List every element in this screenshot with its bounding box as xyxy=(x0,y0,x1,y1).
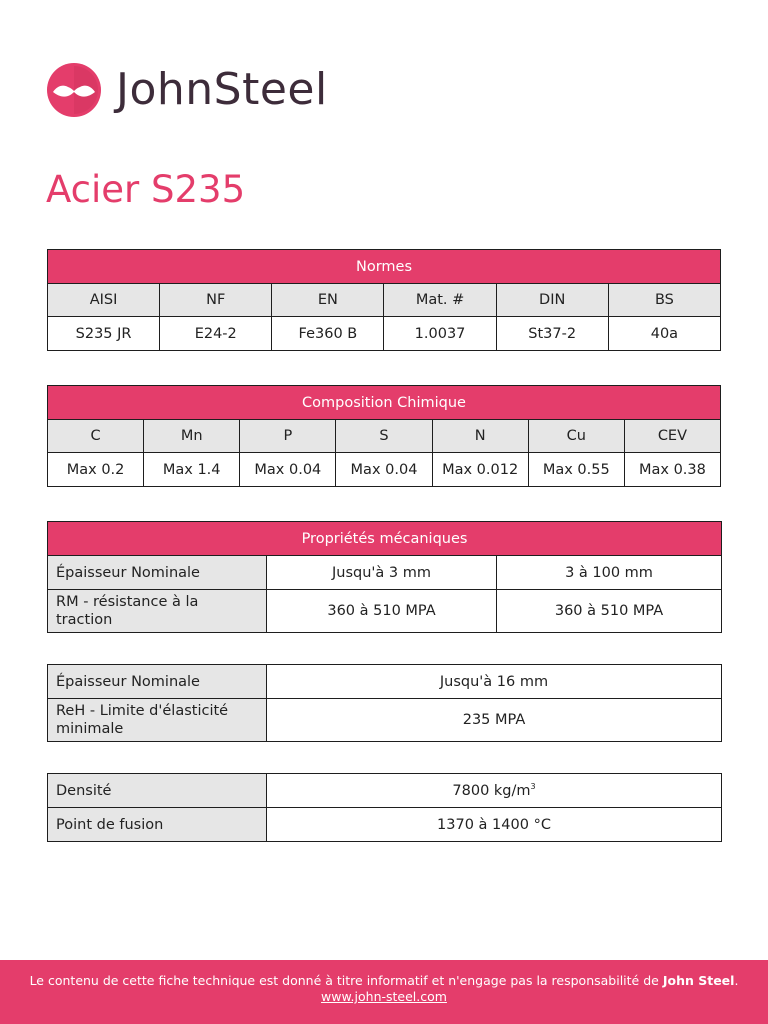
composition-col-s: S xyxy=(336,420,432,453)
mechanical-row-value: 3 à 100 mm xyxy=(497,556,722,590)
composition-val-cu: Max 0.55 xyxy=(528,453,624,487)
elasticity-table xyxy=(47,664,722,742)
mechanical-row-label: RM - résistance à la traction xyxy=(48,590,267,633)
normes-header: Normes xyxy=(48,250,721,284)
normes-val-nf: E24-2 xyxy=(160,317,272,351)
mechanical-row-value: 360 à 510 MPA xyxy=(497,590,722,633)
composition-col-mn: Mn xyxy=(144,420,240,453)
footer-disclaimer-text: Le contenu de cette fiche technique est donné à titre informatif et n'engage pas la responsabilité de xyxy=(29,973,663,988)
composition-val-cev: Max 0.38 xyxy=(624,453,720,487)
elasticity-row-label: Épaisseur Nominale xyxy=(48,665,267,699)
normes-col-nf: NF xyxy=(160,284,272,317)
composition-header: Composition Chimique xyxy=(48,386,721,420)
melting-point-label: Point de fusion xyxy=(48,808,267,842)
brand-name xyxy=(116,64,328,115)
footer-brand: John Steel xyxy=(662,973,735,988)
john-steel-logo xyxy=(46,62,328,118)
mustache-logo-icon xyxy=(46,62,102,118)
density-value-text: 7800 kg/m xyxy=(452,782,531,799)
normes-val-en: Fe360 B xyxy=(272,317,384,351)
elasticity-row-value: Jusqu'à 16 mm xyxy=(267,665,722,699)
composition-val-n: Max 0.012 xyxy=(432,453,528,487)
footer xyxy=(0,960,768,1024)
density-label: Densité xyxy=(48,774,267,808)
density-value xyxy=(267,774,722,808)
mechanical-row-value: 360 à 510 MPA xyxy=(267,590,497,633)
composition-val-mn: Max 1.4 xyxy=(144,453,240,487)
mechanical-row-value: Jusqu'à 3 mm xyxy=(267,556,497,590)
normes-val-din: St37-2 xyxy=(496,317,608,351)
page-title: Acier S235 xyxy=(46,168,246,211)
brand-name-part2: Steel xyxy=(213,64,328,115)
normes-col-mat: Mat. # xyxy=(384,284,496,317)
melting-point-value: 1370 à 1400 °C xyxy=(267,808,722,842)
physical-table xyxy=(47,773,722,842)
elasticity-row-value: 235 MPA xyxy=(267,699,722,742)
composition-val-s: Max 0.04 xyxy=(336,453,432,487)
mechanical-header: Propriétés mécaniques xyxy=(48,522,722,556)
normes-val-mat: 1.0037 xyxy=(384,317,496,351)
brand-name-part1: John xyxy=(116,64,214,115)
mechanical-row-label: Épaisseur Nominale xyxy=(48,556,267,590)
mechanical-table xyxy=(47,521,722,633)
density-unit-exponent: 3 xyxy=(530,782,536,792)
composition-val-c: Max 0.2 xyxy=(48,453,144,487)
composition-col-cu: Cu xyxy=(528,420,624,453)
composition-col-p: P xyxy=(240,420,336,453)
elasticity-row-label: ReH - Limite d'élasticité minimale xyxy=(48,699,267,742)
normes-col-din: DIN xyxy=(496,284,608,317)
normes-val-aisi: S235 JR xyxy=(48,317,160,351)
composition-col-c: C xyxy=(48,420,144,453)
normes-col-en: EN xyxy=(272,284,384,317)
normes-table xyxy=(47,249,721,351)
footer-period: . xyxy=(734,973,739,988)
composition-val-p: Max 0.04 xyxy=(240,453,336,487)
normes-col-aisi: AISI xyxy=(48,284,160,317)
composition-col-n: N xyxy=(432,420,528,453)
composition-table xyxy=(47,385,721,487)
footer-disclaimer xyxy=(0,973,768,989)
composition-col-cev: CEV xyxy=(624,420,720,453)
normes-col-bs: BS xyxy=(608,284,720,317)
footer-website-link[interactable]: www.john-steel.com xyxy=(321,989,447,1004)
normes-val-bs: 40a xyxy=(608,317,720,351)
